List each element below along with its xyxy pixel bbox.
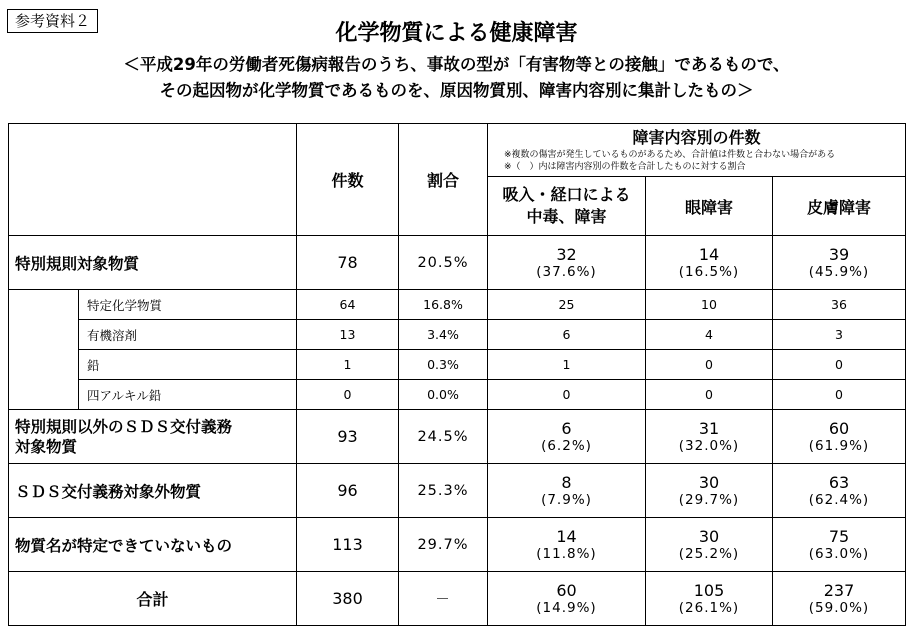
table-row [9, 236, 906, 290]
cell-skin: 60 (61.9%) [773, 410, 906, 464]
subtitle-line-1: ＜平成29年の労働者死傷病報告のうち、事故の型が「有害物等との接触」であるもので、 [123, 55, 790, 74]
cell-ratio: 16.8% [399, 290, 488, 320]
cell-inhalation: 6 [488, 320, 646, 350]
table-row [9, 380, 906, 410]
header-eye: 眼障害 [646, 177, 773, 236]
row-label-unknown: 物質名が特定できていないもの [9, 518, 297, 572]
table-row [9, 350, 906, 380]
cell-skin: 0 [773, 350, 906, 380]
cell-eye: 31 (32.0%) [646, 410, 773, 464]
cell-ratio: 0.0% [399, 380, 488, 410]
page-title: 化学物質による健康障害 [335, 21, 578, 46]
row-label-tokutei: 特定化学物質 [79, 290, 297, 320]
cell-skin: 0 [773, 380, 906, 410]
cell-inhalation: 60 (14.9%) [488, 572, 646, 626]
header-inhalation: 吸入・経口による中毒、障害 [488, 177, 646, 236]
cell-count: 113 [297, 518, 399, 572]
cell-eye: 30 (29.7%) [646, 464, 773, 518]
row-label-lead: 鉛 [79, 350, 297, 380]
cell-count: 13 [297, 320, 399, 350]
cell-eye: 4 [646, 320, 773, 350]
row-label-tetraalkyl: 四アルキル鉛 [79, 380, 297, 410]
subtitle-line-2: その起因物が化学物質であるものを、原因物質別、障害内容別に集計したもの＞ [159, 81, 754, 100]
cell-count: 0 [297, 380, 399, 410]
cell-skin: 75 (63.0%) [773, 518, 906, 572]
indent-spacer [9, 290, 79, 410]
row-label-sds-outside: ＳＤＳ交付義務対象外物質 [9, 464, 297, 518]
cell-inhalation: 1 [488, 350, 646, 380]
cell-count: 380 [297, 572, 399, 626]
table-row-total [9, 572, 906, 626]
cell-inhalation: 8 (7.9%) [488, 464, 646, 518]
cell-ratio: 20.5% [399, 236, 488, 290]
table-row [9, 290, 906, 320]
cell-eye: 105 (26.1%) [646, 572, 773, 626]
reference-label: 参考資料２ [7, 9, 98, 33]
row-label-total: 合計 [9, 572, 297, 626]
cell-eye: 0 [646, 380, 773, 410]
header-ratio: 割合 [399, 124, 488, 236]
cell-count: 93 [297, 410, 399, 464]
table-row [9, 410, 906, 464]
header-count: 件数 [297, 124, 399, 236]
cell-count: 78 [297, 236, 399, 290]
header-damage-group-title: 障害内容別の件数 [632, 128, 761, 147]
cell-skin: 237 (59.0%) [773, 572, 906, 626]
cell-eye: 14 (16.5%) [646, 236, 773, 290]
table-row [9, 518, 906, 572]
cell-skin: 63 (62.4%) [773, 464, 906, 518]
cell-ratio: － [399, 572, 488, 626]
cell-count: 96 [297, 464, 399, 518]
cell-ratio: 3.4% [399, 320, 488, 350]
cell-skin: 36 [773, 290, 906, 320]
cell-ratio: 25.3% [399, 464, 488, 518]
cell-inhalation: 6 (6.2%) [488, 410, 646, 464]
table-row [9, 320, 906, 350]
cell-inhalation: 25 [488, 290, 646, 320]
table-row [9, 464, 906, 518]
cell-ratio: 29.7% [399, 518, 488, 572]
cell-eye: 10 [646, 290, 773, 320]
header-skin: 皮膚障害 [773, 177, 906, 236]
cell-count: 64 [297, 290, 399, 320]
header-note-1: ※複数の傷害が発生しているものがあるため、合計値は件数と合わない場合がある [504, 150, 836, 160]
row-label-yuki: 有機溶剤 [79, 320, 297, 350]
row-label-sds-other: 特別規則以外のＳＤＳ交付義務 対象物質 [9, 410, 297, 464]
cell-count: 1 [297, 350, 399, 380]
row-label-special: 特別規則対象物質 [9, 236, 297, 290]
cell-ratio: 24.5% [399, 410, 488, 464]
cell-inhalation: 14 (11.8%) [488, 518, 646, 572]
cell-inhalation: 0 [488, 380, 646, 410]
health-damage-table [8, 123, 906, 626]
cell-ratio: 0.3% [399, 350, 488, 380]
cell-eye: 30 (25.2%) [646, 518, 773, 572]
header-note-2: ※（ ）内は障害内容別の件数を合計したものに対する割合 [504, 162, 746, 172]
header-corner-cell [9, 124, 297, 236]
header-damage-group [488, 124, 906, 177]
cell-skin: 3 [773, 320, 906, 350]
cell-inhalation: 32 (37.6%) [488, 236, 646, 290]
cell-skin: 39 (45.9%) [773, 236, 906, 290]
cell-eye: 0 [646, 350, 773, 380]
